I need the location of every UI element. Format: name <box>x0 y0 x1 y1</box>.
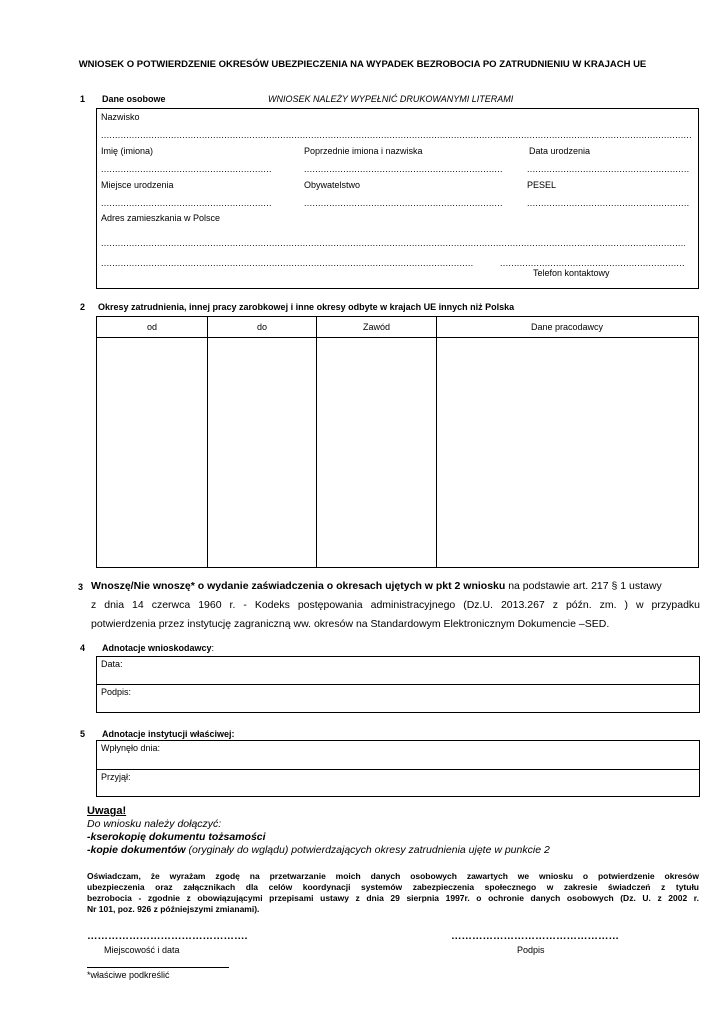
section3-line2: z dnia 14 czerwca 1960 r. - Kodeks postępowania administracyjnego (Dz.U. 2013.267 z późn. zm. ) w przypadku <box>91 599 700 611</box>
section3-text <box>91 577 700 634</box>
employment-periods-table <box>96 316 699 568</box>
personal-data-box <box>96 108 699 289</box>
received-date-row[interactable] <box>97 741 699 770</box>
column-header-to: do <box>208 317 317 337</box>
previous-names-label: Poprzednie imiona i nazwiska <box>304 146 423 156</box>
applicant-date-row[interactable] <box>97 657 699 685</box>
note-item-documents <box>87 844 550 856</box>
address-field-line1[interactable] <box>101 238 685 248</box>
section4-colon: : <box>211 643 215 653</box>
section3-line1-rest: na podstawie art. 217 § 1 ustawy <box>505 580 662 592</box>
phone-field[interactable] <box>500 258 684 268</box>
footnote-divider <box>87 967 229 968</box>
column-header-employer: Dane pracodawcy <box>530 322 604 332</box>
section5-heading: Adnotacje instytucji właściwej: <box>102 729 235 739</box>
birth-date-field[interactable] <box>527 164 689 174</box>
note-item-documents-bold: -kopie dokumentów <box>87 844 186 856</box>
applicant-signature-label: Podpis: <box>101 687 132 697</box>
note-intro: Do wniosku należy dołączyć: <box>87 818 222 830</box>
birth-place-label: Miejsce urodzenia <box>101 180 174 190</box>
declaration-line1: Oświadczam, że wyrażam zgodę na przetwarzanie moich danych osobowych zawartych we wniosku o potwierdzenie okresów <box>87 871 699 881</box>
birth-place-field[interactable] <box>101 198 271 208</box>
note-item-identity: -kserokopię dokumentu tożsamości <box>87 831 266 843</box>
first-names-field[interactable] <box>101 164 271 174</box>
section2-heading: Okresy zatrudnienia, innej pracy zarobkowej i inne okresy odbyte w krajach UE innych niż Polska <box>98 302 515 312</box>
section2-number: 2 <box>80 302 86 312</box>
employer-column-cell[interactable] <box>437 337 697 567</box>
declaration-line3: bezrobocia - zgodnie z obowiązującymi przepisami ustawy z dnia 29 sierpnia 1997r. o ochronie danych osobowych (Dz. U. z 2002 r. <box>87 893 699 903</box>
section5-number: 5 <box>80 729 86 739</box>
section1-instruction: WNIOSEK NALEŻY WYPEŁNIĆ DRUKOWANYMI LITERAMI <box>268 94 514 104</box>
footnote: *właściwe podkreślić <box>87 970 170 980</box>
signature-label: Podpis <box>517 945 545 955</box>
section1-number: 1 <box>80 94 86 104</box>
section3-request-bold: Wnoszę/Nie wnoszę* o wydanie zaświadczenia o okresach ujętych w pkt 2 wniosku <box>91 580 506 592</box>
form-title: WNIOSEK O POTWIERDZENIE OKRESÓW UBEZPIECZENIA NA WYPADEK BEZROBOCIA PO ZATRUDNIENIU W KRAJACH UE <box>78 59 647 70</box>
phone-label: Telefon kontaktowy <box>533 268 610 278</box>
applicant-notes-box <box>96 656 700 713</box>
declaration-line2: ubezpieczenia oraz załącznikach dla celów koordynacji systemów zabezpieczenia społecznego w zakresie świadczeń z tytułu <box>87 882 699 892</box>
declaration-line4: Nr 101, poz. 926 z późniejszymi zmianami). <box>87 904 260 914</box>
signature-line[interactable]: ………………………………………… <box>451 930 619 942</box>
accepted-by-label: Przyjął: <box>101 772 131 782</box>
citizenship-label: Obywatelstwo <box>304 180 361 190</box>
section1-heading: Dane osobowe <box>102 94 166 104</box>
section4-number: 4 <box>80 643 86 653</box>
section3-line3: potwierdzenia przez instytucję zagraniczną ww. okresów na Standardowym Elektronicznym Dokumencie –SED. <box>91 618 610 630</box>
surname-label: Nazwisko <box>101 112 140 122</box>
note-heading: Uwaga! <box>87 805 127 817</box>
section4-heading: Adnotacje wnioskodawcy <box>102 643 212 653</box>
profession-column-cell[interactable] <box>317 337 437 567</box>
birth-date-label: Data urodzenia <box>529 146 591 156</box>
institution-notes-box <box>96 740 700 797</box>
surname-field[interactable] <box>101 130 691 140</box>
place-date-line[interactable]: ………………………………………. <box>87 930 248 942</box>
section3-number: 3 <box>78 582 84 592</box>
address-label: Adres zamieszkania w Polsce <box>101 213 221 223</box>
accepted-by-row[interactable] <box>97 770 699 796</box>
received-date-label: Wpłynęło dnia: <box>101 743 161 753</box>
address-field-line2[interactable] <box>101 258 473 268</box>
previous-names-field[interactable] <box>304 164 502 174</box>
place-date-label: Miejscowość i data <box>104 945 180 955</box>
declaration-text <box>87 871 699 915</box>
citizenship-field[interactable] <box>304 198 502 208</box>
column-header-from: od <box>97 317 208 337</box>
note-item-documents-rest: (oryginały do wglądu) potwierdzających okresy zatrudnienia ujęte w punkcie 2 <box>185 844 550 856</box>
applicant-date-label: Data: <box>101 659 123 669</box>
first-names-label: Imię (imiona) <box>101 146 154 156</box>
pesel-label: PESEL <box>527 180 557 190</box>
to-column-cell[interactable] <box>208 337 317 567</box>
section4-heading-wrap <box>102 643 214 653</box>
pesel-field[interactable] <box>527 198 689 208</box>
applicant-signature-row[interactable] <box>97 685 699 712</box>
column-header-profession: Zawód <box>317 317 437 337</box>
from-column-cell[interactable] <box>97 337 208 567</box>
